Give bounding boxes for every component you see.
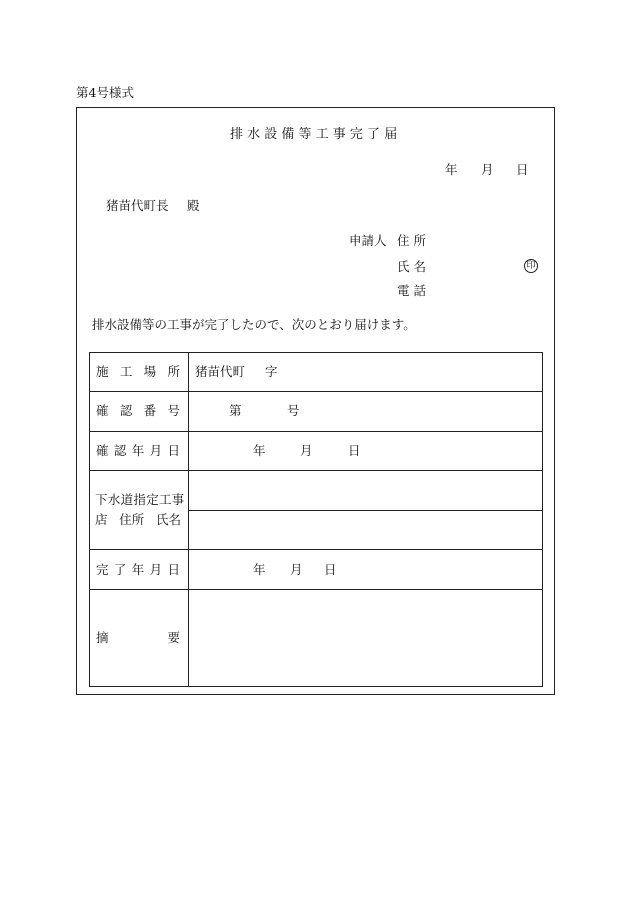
table-row-divider — [188, 510, 543, 511]
addressee-honorific: 殿 — [187, 198, 200, 213]
complete-date-month: 月 — [290, 562, 303, 577]
date-year: 年 — [445, 162, 458, 177]
form-title: 排 水 設 備 等 工 事 完 了 届 — [230, 127, 398, 142]
remarks-label: 摘 要 — [96, 630, 180, 645]
confirm-no-label: 確 認 番 号 — [96, 403, 180, 418]
form-number: 第4号様式 — [76, 85, 134, 100]
seal-mark: 印 — [524, 259, 538, 273]
contractor-label-line1: 下水道指定工事 — [95, 492, 185, 507]
applicant-role: 申請人 — [349, 233, 387, 248]
confirm-no-dai: 第 — [229, 403, 242, 418]
table-row-divider — [89, 589, 543, 590]
confirm-date-label: 確 認 年 月 日 — [96, 443, 180, 458]
confirm-date-year: 年 — [253, 443, 266, 458]
complete-date-day: 日 — [324, 562, 337, 577]
site-label: 施 工 場 所 — [96, 364, 180, 379]
site-town: 猪苗代町 — [195, 364, 246, 379]
statement: 排水設備等の工事が完了したので、次のとおり届けます。 — [92, 317, 416, 332]
confirm-date-month: 月 — [300, 443, 313, 458]
confirm-date-day: 日 — [348, 443, 361, 458]
table-row-divider — [89, 391, 543, 392]
complete-date-year: 年 — [253, 562, 266, 577]
confirm-no-go: 号 — [287, 403, 300, 418]
contractor-label-line2: 店 住所 氏名 — [95, 512, 181, 527]
date-day: 日 — [516, 162, 529, 177]
table-row-divider — [89, 549, 543, 550]
site-aza: 字 — [265, 364, 278, 379]
applicant-phone-label: 電 話 — [397, 283, 426, 298]
applicant-name-label: 氏 名 — [397, 259, 426, 274]
table-column-divider — [188, 352, 189, 687]
addressee-name: 猪苗代町長 — [106, 198, 169, 213]
applicant-address-label: 住 所 — [397, 233, 426, 248]
table-row-divider — [89, 431, 543, 432]
table-row-divider — [89, 470, 543, 471]
complete-date-label: 完 了 年 月 日 — [96, 562, 180, 577]
date-month: 月 — [481, 162, 494, 177]
